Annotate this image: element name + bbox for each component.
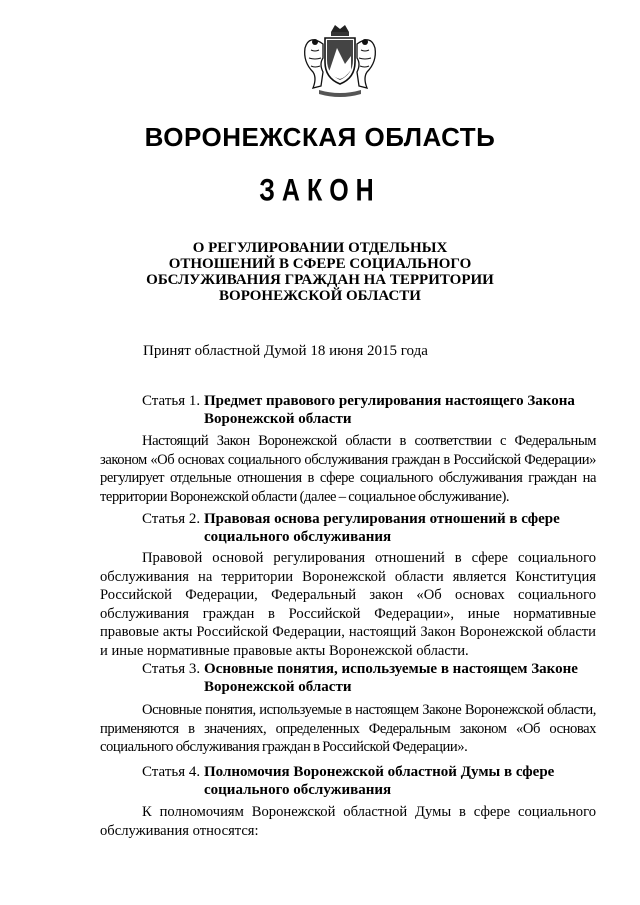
law-title-line: ВОРОНЕЖСКОЙ ОБЛАСТИ (219, 288, 421, 304)
law-title-line: О РЕГУЛИРОВАНИИ ОТДЕЛЬНЫХ (192, 240, 448, 256)
adoption-date: Принят областной Думой 18 июня 2015 года (143, 343, 428, 359)
article-title: Правовая основа регулирования отношений в сфере (204, 511, 560, 527)
region-heading: ВОРОНЕЖСКАЯ ОБЛАСТЬ (144, 122, 496, 152)
article-title: Предмет правового регулирования настоящего Закона (204, 393, 575, 409)
article-title-cont: социального обслуживания (204, 529, 392, 545)
article-title-cont: Воронежской области (204, 679, 352, 695)
coat-of-arms-icon (295, 22, 385, 102)
article-1-text: Настоящий Закон Воронежской области в соответствии с Федеральным законом «Об основах социального обслуживания граждан в Российской Федерации» регулирует отдельные отношения в сфере социального обслуживания граждан на территории Воронежской области (далее – социальное обслуживание). (100, 433, 596, 505)
article-title-cont: Воронежской области (204, 411, 352, 427)
article-1-heading (142, 392, 575, 428)
law-title-line: ОБСЛУЖИВАНИЯ ГРАЖДАН НА ТЕРРИТОРИИ (146, 272, 494, 288)
article-number: Статья 1. (142, 393, 201, 409)
article-2-heading (142, 510, 560, 546)
law-title-line: ОТНОШЕНИЙ В СФЕРЕ СОЦИАЛЬНОГО (168, 256, 472, 272)
article-number: Статья 3. (142, 661, 201, 677)
article-number: Статья 4. (142, 764, 201, 780)
article-3-text: Основные понятия, используемые в настоящем Законе Воронежской области, применяются в значениях, определенных Федеральным законом «Об основах социального обслуживания граждан в Российской Федерации». (100, 702, 596, 755)
article-title: Основные понятия, используемые в настоящем Законе (204, 661, 578, 677)
article-2-text: Правовой основой регулирования отношений в сфере социального обслуживания на территории Воронежской области является Конституция Российской Федерации, Федеральный закон «Об основах социального обслуживания граждан в Российской Федерации», иные нормативные правовые акты Российской Федерации, настоящий Закон Воронежской области и иные нормативные правовые акты Воронежской области. (100, 550, 596, 659)
article-3-heading (142, 660, 578, 696)
document-type-heading: ЗАКОН (259, 173, 381, 208)
article-number: Статья 2. (142, 511, 201, 527)
law-title (0, 240, 640, 304)
article-4-text: К полномочиям Воронежской областной Думы в сфере социального обслуживания относятся: (100, 804, 596, 839)
article-4-heading (142, 763, 554, 799)
article-title: Полномочия Воронежской областной Думы в сфере (204, 764, 555, 780)
article-title-cont: социального обслуживания (204, 782, 392, 798)
